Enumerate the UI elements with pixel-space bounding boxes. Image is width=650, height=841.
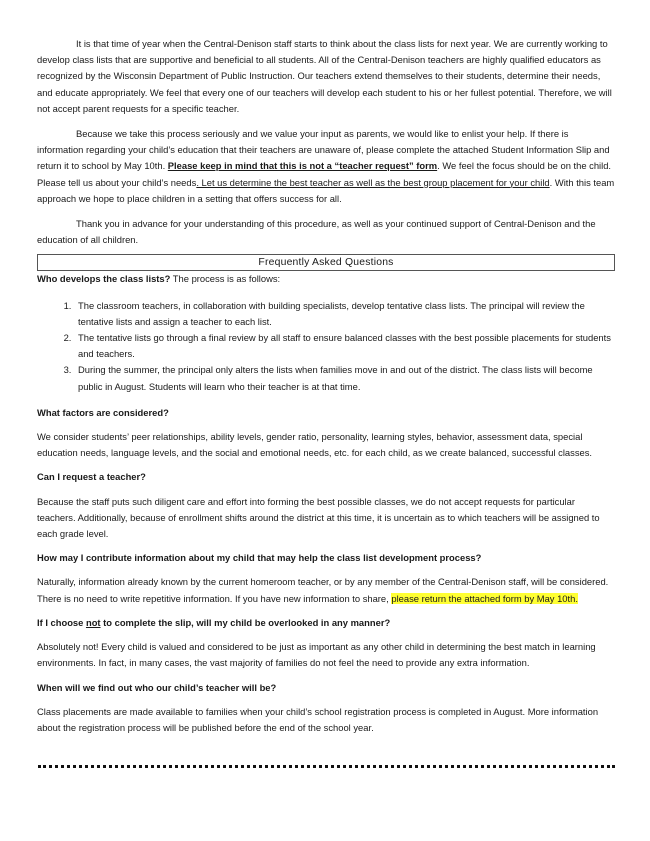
faq-q6-answer: Class placements are made available to families when your child’s school registration process is completed in August. More information about the registration process will be published before the end of the school year.	[37, 705, 599, 733]
faq-q5-not: not	[85, 616, 101, 628]
intro-paragraph-1: It is that time of year when the Central-Denison staff starts to think about the class lists for next year. We are currently working to develop class lists that are supportive and beneficial to all students. All of the Central-Denison teachers are highly qualified educators as recognized by the Wisconsin Department of Public Instruction. Our teachers extend themselves to their students, determine their needs, and educate appropriately. We feel that every one of our teachers will develop each student to his or her fullest potential. Therefore, we will not accept parent requests for a specific teacher.	[37, 38, 612, 114]
faq-q5-title	[37, 615, 615, 631]
return-form-highlight: please return the attached form by May 10th.	[391, 592, 578, 604]
not-teacher-request-note: Please keep in mind that this is not a “teacher request” form	[167, 160, 438, 172]
faq-q3-title: Can I request a teacher?	[37, 471, 146, 483]
faq-q2-title: What factors are considered?	[37, 406, 169, 418]
intro-p2-text-3: . With this team approach we hope to place children in a setting that offers success for all.	[37, 176, 615, 204]
letter-body	[37, 36, 615, 736]
faq-q3-answer: Because the staff puts such diligent care and effort into forming the best possible classes, we do not accept requests for particular teachers. Additionally, because of enrollment shifts around the district at this time, it is uncertain as to which teachers will be assigned to each grade level.	[37, 495, 600, 540]
faq-q1	[37, 271, 615, 287]
faq-q1-steps	[37, 298, 615, 395]
list-item: 3. During the summer, the principal only alters the lists when families move in and out of the district. The class lists will become public in August. Students will learn who their teacher is at that time.	[74, 362, 615, 394]
faq-q5-title-b: to complete the slip, will my child be overlooked in any manner?	[100, 616, 391, 628]
faq-header: Frequently Asked Questions	[37, 254, 615, 271]
dotted-cut-line	[38, 765, 615, 768]
faq-q1-lead: The process is as follows:	[170, 273, 281, 285]
faq-q6-title: When will we find out who our child’s teacher will be?	[37, 681, 277, 693]
faq-q4-answer-text: Naturally, information already known by the current homeroom teacher, or by any member of the Central-Denison staff, will be considered. There is no need to write repetitive information. If you have new information to share,	[37, 576, 609, 604]
list-item: 1. The classroom teachers, in collaboration with building specialists, develop tentative class lists. The principal will review the tentative lists and assign a teacher to each list.	[74, 298, 615, 330]
intro-p2-text: Because we take this process seriously and we value your input as parents, we would like to enlist your help. If there is information regarding your child’s education that their teachers are unaware of, please complete the attached Student Information Slip and return it to school by May 10th.	[37, 128, 610, 172]
faq-q4-answer	[37, 574, 615, 606]
faq-q2-answer: We consider students’ peer relationships, ability levels, gender ratio, personality, learning styles, behavior, assessment data, special education needs, language levels, and the social and emotional needs, etc. for each child, as we create balanced, successful classes.	[37, 431, 593, 459]
intro-paragraph-2	[37, 126, 615, 207]
intro-paragraph-3: Thank you in advance for your understanding of this procedure, as well as your continued support of Central-Denison and the education of all children.	[37, 218, 596, 246]
faq-q5-answer: Absolutely not! Every child is valued and considered to be just as important as any other child in determining the best match in learning environments. In fact, in many cases, the vast majority of families do not feel the need to provide any extra information.	[37, 641, 596, 669]
team-placement-note: . Let us determine the best teacher as well as the best group placement for your child	[196, 176, 550, 188]
list-item: 2. The tentative lists go through a final review by all staff to ensure balanced classes with the best possible placements for students and teachers.	[74, 330, 615, 362]
intro-p2-text-2: . We feel the focus should be on the child. Please tell us about your child’s needs	[37, 160, 612, 188]
faq-q1-title: Who develops the class lists?	[37, 273, 171, 285]
faq-q5-title-a: If I choose	[37, 616, 86, 628]
faq-q4-title: How may I contribute information about my child that may help the class list development process?	[37, 552, 482, 564]
